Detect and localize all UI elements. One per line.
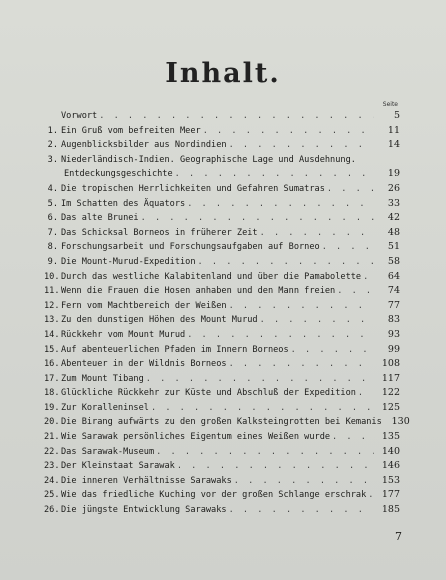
toc-entry-title: Vorwort: [61, 111, 98, 121]
toc-entry-title: Wie Sarawak persönliches Eigentum eines Weißen wurde: [61, 432, 331, 443]
toc-entry: [44, 109, 400, 124]
dot-leader: [363, 270, 374, 285]
dot-leader: [151, 401, 374, 416]
toc-entry-title: Augenblicksbilder aus Nordindien: [61, 140, 227, 151]
dot-leader: [175, 167, 374, 182]
dot-leader: [337, 284, 374, 299]
toc-entry-number: 26.: [44, 505, 60, 516]
toc-entry-title: Entdeckungsgeschichte: [64, 169, 173, 180]
toc-entry-page: 122: [381, 387, 400, 399]
page-number: 7: [395, 530, 402, 543]
toc-entry: [44, 415, 410, 430]
toc-entry: [44, 445, 400, 460]
toc-entry: [44, 211, 400, 226]
toc-entry-title: Die jüngste Entwicklung Sarawaks: [61, 505, 227, 516]
toc-entry-page: 83: [387, 314, 400, 326]
dot-leader: [332, 430, 374, 445]
dot-leader: [322, 240, 374, 255]
toc-entry-title: Zum Mount Tibang: [61, 373, 144, 384]
toc-entry-page: 177: [381, 489, 400, 501]
dot-leader: [156, 445, 374, 460]
toc-entry-page: 19: [387, 168, 400, 180]
toc-entry-page: 153: [381, 474, 400, 486]
toc-entry-page: 117: [381, 372, 400, 384]
toc-entry-number: 22.: [44, 446, 60, 457]
dot-leader: [260, 313, 374, 328]
toc-entry: [44, 386, 400, 401]
toc-entry-number: 2.: [47, 140, 58, 151]
toc-entry-page: 93: [387, 328, 400, 340]
toc-entry-title: Zu den dunstigen Höhen des Mount Murud: [61, 315, 258, 326]
toc-entry-title: Durch das westliche Kalabitenland und über die Pamabolette: [61, 271, 362, 282]
toc-entry-number: 3.: [47, 154, 58, 165]
toc-entry-page: 108: [381, 358, 400, 370]
toc-entry-page: 185: [381, 504, 400, 516]
dot-leader: [229, 299, 374, 314]
toc-entry-number: 6.: [47, 213, 58, 224]
toc-entry-title: Der Kleinstaat Sarawak: [61, 461, 175, 472]
toc-entry-page: 130: [391, 416, 410, 428]
toc-entry-title: Forschungsarbeit und Forschungsaufgaben auf Borneo: [61, 242, 320, 253]
dot-leader: [99, 109, 374, 124]
toc-entry: [44, 284, 400, 299]
dot-leader: [229, 138, 374, 153]
toc-entry-number: 24.: [44, 475, 60, 486]
dot-leader: [358, 386, 374, 401]
dot-leader: [229, 357, 374, 372]
page-column-header: Seite: [382, 101, 398, 108]
dot-leader: [177, 459, 374, 474]
toc-entry-title: Niederländisch-Indien. Geographische Lage und Ausdehnung.: [61, 154, 356, 165]
toc-entry-title: Glückliche Rückkehr zur Küste und Abschluß der Expedition: [61, 388, 356, 399]
toc-entry-page: 99: [387, 343, 400, 355]
toc-entry: [44, 255, 400, 270]
dot-leader: [146, 372, 374, 387]
toc-entry-number: 15.: [44, 344, 60, 355]
toc-entry-title: Zur Koralleninsel: [61, 402, 149, 413]
toc-entry: [44, 459, 400, 474]
toc-entry: [44, 401, 400, 416]
dot-leader: [234, 474, 374, 489]
toc-entry-page: 5: [393, 110, 400, 121]
toc-entry-number: 5.: [47, 198, 58, 209]
toc-entry: [44, 503, 400, 518]
toc-entry-number: 25.: [44, 490, 60, 501]
toc-entry-number: 9.: [47, 256, 58, 267]
toc-entry: [44, 372, 400, 387]
toc-entry: [44, 430, 400, 445]
toc-entry-title: Die Birang aufwärts zu den großen Kalksteingrotten bei Kemanis: [61, 417, 382, 428]
toc-entry-page: 58: [387, 255, 400, 267]
dot-leader: [203, 124, 374, 139]
toc-entry: [44, 124, 400, 139]
toc-entry: [44, 328, 400, 343]
toc-entry-page: 77: [387, 299, 400, 311]
toc-entry: [44, 357, 400, 372]
toc-entry-page: 14: [387, 139, 400, 151]
toc-entry: [44, 270, 400, 285]
dot-leader: [368, 488, 374, 503]
dot-leader: [141, 211, 374, 226]
toc-entry-title: Fern vom Machtbereich der Weißen: [61, 300, 227, 311]
dot-leader: [327, 182, 374, 197]
toc-entry: [44, 182, 400, 197]
toc-entry-title: Wie das friedliche Kuching vor der großen Schlange erschrak: [61, 490, 367, 501]
toc-entry-number: 21.: [44, 432, 60, 443]
dot-leader: [291, 343, 374, 358]
toc-entry-number: 18.: [44, 388, 60, 399]
toc-entry-number: 8.: [47, 242, 58, 253]
toc-entry-page: 135: [381, 431, 400, 443]
toc-entry-title: Das Schicksal Borneos in früherer Zeit: [61, 227, 258, 238]
dot-leader: [260, 226, 374, 241]
toc-entry: [44, 299, 400, 314]
toc-entry-page: 146: [381, 460, 400, 472]
toc-entry: [44, 197, 400, 212]
toc-entry-page: 42: [387, 212, 400, 224]
toc-entry-page: 33: [387, 197, 400, 209]
toc-entry: [44, 488, 400, 503]
dot-leader: [229, 503, 374, 518]
toc-entry-number: 16.: [44, 359, 60, 370]
toc-entry: [44, 343, 400, 358]
toc-entry-page: 74: [387, 285, 400, 297]
table-of-contents: [44, 109, 410, 518]
toc-entry-page: 48: [387, 226, 400, 238]
toc-entry-title: Abenteuer in der Wildnis Borneos: [61, 359, 227, 370]
toc-entry: [44, 240, 400, 255]
toc-entry: [44, 138, 400, 153]
toc-entry-number: 10.: [44, 271, 60, 282]
toc-entry-title: Wenn die Frauen die Hosen anhaben und den Mann freien: [61, 286, 336, 297]
toc-entry-title: Das alte Brunei: [61, 213, 139, 224]
toc-entry-number: 7.: [47, 227, 58, 238]
dot-leader: [198, 255, 374, 270]
toc-entry-number: 14.: [44, 329, 60, 340]
toc-entry-page: 26: [387, 182, 400, 194]
toc-entry-number: 13.: [44, 315, 60, 326]
toc-entry-number: 12.: [44, 300, 60, 311]
toc-entry-page: 64: [387, 270, 400, 282]
page-title: Inhalt.: [165, 58, 281, 89]
toc-entry-title: Die Mount-Murud-Expedition: [61, 256, 196, 267]
toc-entry: [44, 313, 400, 328]
toc-entry-page: 140: [381, 445, 400, 457]
toc-entry-number: 19.: [44, 402, 60, 413]
dot-leader: [187, 197, 374, 212]
toc-entry: [44, 167, 400, 182]
toc-entry: [44, 226, 400, 241]
toc-entry-number: 20.: [44, 417, 60, 428]
toc-entry-number: 17.: [44, 373, 60, 384]
toc-entry-number: 4.: [47, 183, 58, 194]
toc-entry-page: 11: [387, 124, 400, 136]
toc-entry-title: Auf abenteuerlichen Pfaden im Innern Borneos: [61, 344, 289, 355]
toc-entry-title: Das Sarawak-Museum: [61, 446, 155, 457]
dot-leader: [187, 328, 374, 343]
toc-entry-page: 125: [381, 401, 400, 413]
toc-entry-number: 23.: [44, 461, 60, 472]
toc-entry-number: 11.: [44, 286, 60, 297]
toc-entry-number: 1.: [47, 125, 58, 136]
toc-entry-title: Rückkehr vom Mount Murud: [61, 329, 186, 340]
toc-entry-title: Die tropischen Herrlichkeiten und Gefahren Sumatras: [61, 183, 325, 194]
toc-entry-title: Im Schatten des Äquators: [61, 198, 186, 209]
toc-entry: [44, 153, 400, 168]
toc-entry-title: Ein Gruß vom befreiten Meer: [61, 125, 201, 136]
toc-entry-title: Die inneren Verhältnisse Sarawaks: [61, 475, 232, 486]
toc-entry: [44, 474, 400, 489]
toc-entry-page: 51: [387, 241, 400, 253]
